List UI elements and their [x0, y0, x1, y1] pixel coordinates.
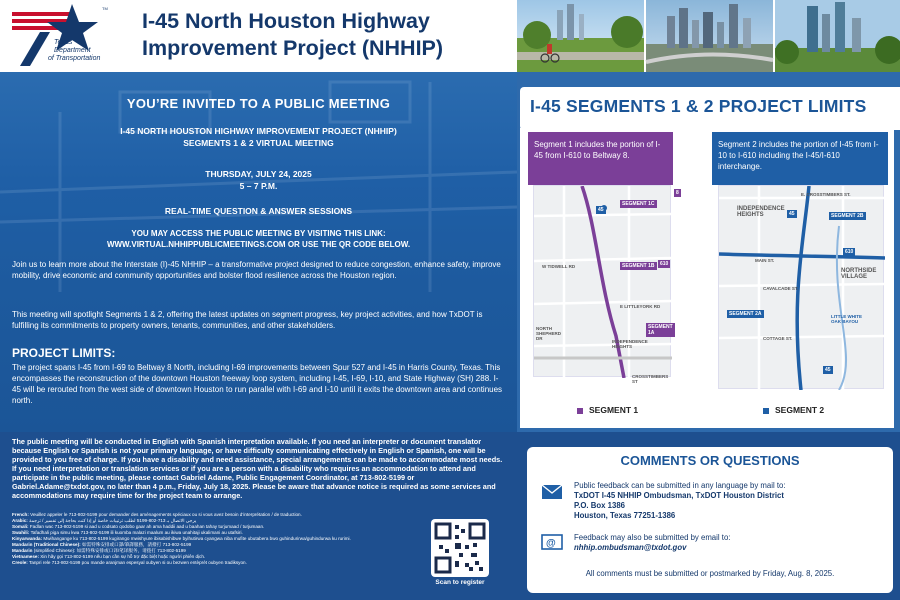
map2-label-independence: INDEPENDENCE HEIGHTS — [737, 206, 785, 218]
segment1-map — [533, 185, 679, 384]
map2-label-2b: SEGMENT 2B — [831, 213, 864, 219]
map1-shield-610: 610 — [660, 261, 669, 267]
language-item: Creole: Tanpri rele 713-802-5199 pou mande aranjman espesyal oubyen si ou bezwen entèprèt oubyen tradiksyon. — [12, 560, 247, 565]
page-title-line1: I-45 North Houston Highway — [142, 9, 430, 33]
mail-intro: Public feedback can be submitted in any language by mail to: — [574, 481, 786, 490]
segment1-map-graphic — [534, 186, 672, 378]
envelope-icon — [541, 484, 563, 500]
qr-code[interactable] — [431, 519, 489, 577]
map1-label-1b: SEGMENT 1B — [622, 263, 655, 269]
map2-label-cottage: COTTAGE ST. — [763, 336, 793, 341]
language-item: Kinyarwanda: Mwihangange ku 713-802-5199 kugirango mwishyure ibisabishibwe byihutirwa cyangwa niba mufite ubutabera bwo guhindurirwa/guhindurwa ku rurimi. — [12, 536, 351, 541]
language-item: Mandarin (Traditional Chinese): 如需特殊安排或口譯/筆譯服務，請撥打 713-802-5199 — [12, 542, 192, 547]
meeting-name — [0, 125, 517, 149]
map2-shield-45-bottom: 45 — [825, 367, 831, 373]
map1-label-1a: SEGMENT 1A — [648, 324, 673, 336]
logo-tm: TM — [102, 6, 108, 11]
comments-title: COMMENTS OR QUESTIONS — [620, 453, 800, 468]
qr-label: Scan to register — [435, 579, 485, 586]
meeting-access — [0, 228, 517, 250]
map2-shield-610: 610 — [845, 249, 854, 255]
legend-segment2 — [763, 405, 824, 415]
map2-label-cavalcade: CAVALCADE ST. — [763, 286, 799, 291]
language-item: French: Veuillez appeler le 713-802-5199 pour demander des aménagements spéciaux ou si vous avez besoin d’interprétation / de traduction. — [12, 512, 302, 517]
map2-shield-45-top: 45 — [789, 211, 795, 217]
language-item: Somali: Fadlan wac 713-802-5199 si aad u codsato qodobo gaar ah ama haddii aad u baahan tahay turjumaad / turjumaan. — [12, 524, 265, 529]
segment1-caption: Segment 1 includes the portion of I-45 from I-610 to Beltway 8. — [528, 132, 673, 185]
legend-segment1-label: SEGMENT 1 — [589, 405, 639, 415]
legend-segment2-swatch — [763, 408, 769, 414]
logo-line3: of Transportation — [48, 55, 101, 62]
legend-segment2-label: SEGMENT 2 — [775, 405, 825, 415]
map2-label-bayou: LITTLE WHITE OAK BAYOU — [831, 314, 862, 324]
mail-box: P.O. Box 1386 — [574, 501, 625, 510]
map2-label-2a: SEGMENT 2A — [729, 311, 762, 317]
email-instructions — [574, 533, 884, 553]
segment2-map — [718, 185, 884, 389]
map1-label-crosstimbers: CROSSTIMBERS ST — [632, 374, 669, 384]
project-limits-heading: PROJECT LIMITS: — [12, 346, 116, 360]
map1-label-littleyork: E LITTLEYORK RD — [620, 304, 661, 309]
svg-text:@: @ — [546, 538, 556, 549]
email-icon — [541, 534, 563, 550]
invite-heading: YOU’RE INVITED TO A PUBLIC MEETING — [126, 96, 391, 111]
qr-code-graphic — [431, 519, 489, 577]
logo-line2: Department — [54, 47, 91, 54]
project-limits-paragraph: The project spans I-45 from I-69 to Beltway 8 North, including I-69 improvements between Spur 527 and I-45 in Harris County, Texas. This encompasses the reconstruction of the downtown Houston freeway loop system, including I-45, I-69, I-10, and State Highway (SH) 288. I-45 will be rerouted from the west side of downtown Houston to run parallel with I-69 and I-10 until it exits the downtown area and continues north. — [12, 363, 503, 405]
legend-segment1 — [577, 405, 638, 415]
legend-segment1-swatch — [577, 408, 583, 414]
segment2-caption: Segment 2 includes the portion of I-45 from I-10 to I-610 including the I-45/I-610 interchange. — [712, 132, 888, 185]
language-list — [12, 512, 422, 566]
logo-line1: Texas — [54, 39, 73, 46]
meeting-project-line: I-45 NORTH HOUSTON HIGHWAY IMPROVEMENT PROJECT (NHHIP) — [120, 126, 397, 136]
limits-title: I-45 SEGMENTS 1 & 2 PROJECT LIMITS — [530, 96, 867, 116]
map1-label-tidwell: W TIDWELL RD — [542, 264, 576, 269]
accessibility-notice: The public meeting will be conducted in English with Spanish interpretation available. If you need an interpreter or document translator because English or Spanish is not your primary language, or have difficulty communicating effectively in English or Spanish, one will be provided to you free of charge. If you have a disability and need assistance, special arrangements can be made to accommodate most needs. If you need interpretation or translation services or if you are a person with a disability who requires an accommodation to attend and participate in the public meeting, please contact Gabriel Adame, Public Engagement Coordinator, at 713-802-5199 or Gabriel.Adame@txdot.gov, no later than 4 p.m., Friday, July 18, 2025. Please be aware that advance notice is required as some services and accommodations may require time for the project team to arrange. — [12, 437, 503, 500]
map1-shield-8: 8 — [676, 190, 679, 196]
meeting-date: THURSDAY, JULY 24, 2025 — [205, 169, 312, 179]
mail-city: Houston, Texas 77251-1386 — [574, 511, 676, 520]
meeting-time: 5 – 7 P.M. — [239, 181, 278, 191]
page-title — [142, 8, 512, 62]
language-item: Swahili: Tafadhali piga simu kwa 713-802-5199 ili kuomba malazi maalum au ikiwa unahitaji ukalimani au utafsiri. — [12, 530, 243, 535]
map1-label-1c: SEGMENT 1C — [622, 201, 655, 207]
spotlight-paragraph: This meeting will spotlight Segments 1 & 2, offering the latest updates on segment progress, key project activities, and how TxDOT is fulfilling its commitments to property owners, tenants, communities, and other stakeholders. — [12, 310, 483, 330]
mail-instructions — [574, 481, 884, 521]
intro-paragraph: Join us to learn more about the Interstate (I)-45 NHHIP – a transformative project designed to reduce congestion, enhance safety, improve mobility, drive economic and community opportunities and bolster flood resilience across the Houston region. — [12, 260, 501, 280]
map1-shield-45: 45 — [598, 207, 604, 213]
meeting-datetime — [0, 168, 517, 192]
logo-text — [48, 39, 101, 63]
meeting-segments-line: SEGMENTS 1 & 2 VIRTUAL MEETING — [183, 138, 334, 148]
language-item: Vietnamese: Xin hãy gọi 713-802-5199 nếu bạn cần sự hỗ trợ đặc biệt hoặc người phiên dịch. — [12, 554, 206, 559]
language-item: Arabic: يرجى الاتصال بـ 713-802-5199 لطلب ترتيبات خاصة أو إذا كنت بحاجة إلى تفسير / ترجمة — [12, 518, 197, 523]
map2-label-crosstimbers: E. CROSSTIMBERS ST. — [801, 192, 851, 197]
email-address[interactable]: nhhip.ombudsman@txdot.gov — [574, 543, 687, 552]
header-photo-strip — [517, 0, 900, 72]
email-intro: Feedback may also be submitted by email to: — [574, 533, 731, 542]
map1-label-independence: INDEPENDENCE HEIGHTS — [612, 339, 648, 349]
map1-label-shepherd: NORTH SHEPHERD DR — [536, 326, 562, 341]
meeting-access-line1: YOU MAY ACCESS THE PUBLIC MEETING BY VISITING THIS LINK: — [131, 229, 386, 238]
meeting-access-link[interactable]: WWW.VIRTUAL.NHHIPPUBLICMEETINGS.COM OR USE THE QR CODE BELOW. — [106, 240, 411, 249]
comments-deadline: All comments must be submitted or postmarked by Friday, Aug. 8, 2025. — [585, 569, 835, 578]
map2-label-northside: NORTHSIDE VILLAGE — [841, 268, 877, 280]
language-item: Mandarin (simplified Chinese): 如需特殊安排或口译/笔译服务，请拨打 713-802-5199 — [12, 548, 186, 553]
mail-name: TxDOT I-45 NHHIP Ombudsman, TxDOT Houston District — [574, 491, 784, 500]
txdot-logo — [10, 2, 110, 68]
map2-label-main: MAIN ST. — [755, 258, 775, 263]
meeting-qa: REAL-TIME QUESTION & ANSWER SESSIONS — [164, 206, 353, 216]
page-title-line2: Improvement Project (NHHIP) — [142, 36, 444, 60]
houston-photos — [517, 0, 900, 72]
